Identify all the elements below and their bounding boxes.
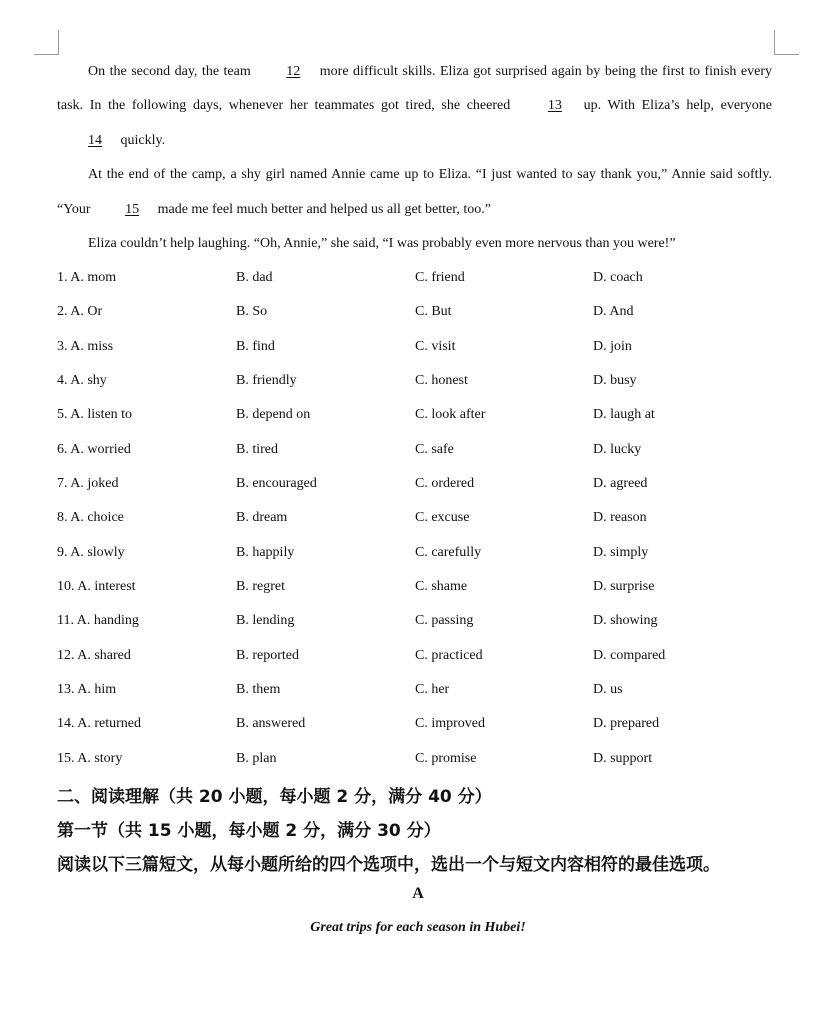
option-b: B. reported [236, 647, 299, 663]
option-a: 12. A. shared [57, 647, 131, 663]
option-a: 8. A. choice [57, 510, 124, 526]
question-row [57, 604, 772, 638]
passage-title: Great trips for each season in Hubei! [310, 920, 526, 935]
passage [57, 55, 772, 261]
question-row [57, 707, 772, 741]
option-a: 4. A. shy [57, 373, 107, 389]
passage-text: On the second day, the team [88, 64, 256, 79]
option-c: C. excuse [415, 510, 470, 526]
option-a: 14. A. returned [57, 716, 141, 732]
option-b: B. happily [236, 544, 295, 560]
blank-12: 12 [286, 64, 301, 79]
option-b: B. friendly [236, 373, 297, 389]
option-c: C. practiced [415, 647, 483, 663]
option-d: D. lucky [593, 441, 642, 457]
option-d: D. us [593, 682, 623, 698]
option-a: 1. A. mom [57, 270, 117, 285]
option-c: C. improved [415, 716, 485, 732]
question-row [57, 673, 772, 707]
question-row [57, 536, 772, 570]
question-row [57, 501, 772, 535]
page-corner-mark-left [34, 30, 59, 55]
option-a: 5. A. listen to [57, 407, 133, 423]
option-b: B. find [236, 338, 275, 354]
option-d: D. busy [593, 373, 637, 389]
option-c: C. look after [415, 407, 486, 423]
option-c: C. honest [415, 373, 468, 389]
option-b: B. encouraged [236, 476, 317, 492]
question-row [57, 570, 772, 604]
option-d: D. join [593, 338, 632, 354]
option-a: 15. A. story [57, 750, 123, 766]
option-d: D. laugh at [593, 407, 655, 423]
option-c: C. carefully [415, 544, 482, 560]
option-b: B. dad [236, 270, 273, 285]
option-b: B. depend on [236, 407, 311, 423]
blank-13: 13 [547, 98, 562, 114]
question-row [57, 433, 772, 467]
option-c: C. shame [415, 579, 468, 595]
option-a: 6. A. worried [57, 441, 131, 457]
passage-text: up. With Eliza’s help, everyone [576, 98, 772, 114]
blank-15: 15 [125, 201, 140, 217]
option-c: C. But [415, 304, 452, 320]
option-b: B. lending [236, 613, 295, 629]
question-row [57, 364, 772, 398]
passage-paragraph-2 [57, 158, 772, 227]
page-corner-mark-right [774, 30, 799, 55]
section-instruction: 阅读以下三篇短文，从每小题所给的四个选项中，选出一个与短文内容相符的最佳选项。 [57, 855, 720, 875]
question-row [57, 742, 772, 776]
option-d: D. coach [593, 270, 643, 285]
passage-paragraph-1 [57, 55, 772, 158]
option-b: B. answered [236, 716, 306, 732]
passage-text: made me feel much better and helped us all get better, too.” [154, 201, 491, 217]
option-d: D. support [593, 750, 653, 766]
option-a: 13. A. him [57, 682, 117, 698]
option-d: D. agreed [593, 476, 648, 492]
option-d: D. showing [593, 613, 658, 629]
passage-letter: A [412, 885, 424, 902]
option-a: 10. A. interest [57, 579, 136, 595]
passage-text: more difficult skills. Eliza got surprised again by being the first to finish every task. In the following days, whenever her teammates got tired, she cheered [57, 64, 772, 114]
option-b: B. tired [236, 441, 278, 457]
question-row [57, 295, 772, 329]
option-d: D. compared [593, 647, 666, 663]
option-a: 7. A. joked [57, 476, 119, 492]
option-a: 9. A. slowly [57, 544, 125, 560]
option-c: C. promise [415, 750, 477, 766]
question-row [57, 261, 772, 295]
option-b: B. So [236, 304, 268, 320]
option-a: 3. A. miss [57, 338, 114, 354]
option-c: C. passing [415, 613, 474, 629]
option-b: B. regret [236, 579, 285, 595]
question-row [57, 467, 772, 501]
question-row [57, 398, 772, 432]
option-a: 11. A. handing [57, 613, 139, 629]
question-row [57, 639, 772, 673]
option-c: C. safe [415, 441, 454, 457]
option-c: C. ordered [415, 476, 475, 492]
option-b: B. them [236, 682, 281, 698]
question-row [57, 330, 772, 364]
option-d: D. prepared [593, 716, 660, 732]
passage-paragraph-3: Eliza couldn’t help laughing. “Oh, Annie,” she said, “I was probably even more nervous than you were!” [88, 236, 676, 252]
option-c: C. her [415, 682, 450, 698]
section-heading: 二、阅读理解（共 20 小题，每小题 2 分，满分 40 分） [57, 787, 492, 807]
answer-options [57, 261, 772, 776]
option-d: D. simply [593, 544, 649, 560]
option-d: D. reason [593, 510, 647, 526]
blank-14: 14 [88, 132, 102, 148]
option-d: D. And [593, 304, 634, 320]
option-c: C. friend [415, 270, 465, 285]
option-c: C. visit [415, 338, 456, 354]
option-a: 2. A. Or [57, 304, 103, 320]
passage-text: At the end of the camp, a shy girl named Annie came up to Eliza. “I just wanted to say thank you,” Annie said softly. “Your [57, 167, 772, 217]
option-d: D. surprise [593, 579, 655, 595]
option-b: B. dream [236, 510, 288, 526]
section-subheading: 第一节（共 15 小题，每小题 2 分，满分 30 分） [57, 821, 441, 841]
option-b: B. plan [236, 750, 277, 766]
passage-text: quickly. [117, 132, 166, 148]
